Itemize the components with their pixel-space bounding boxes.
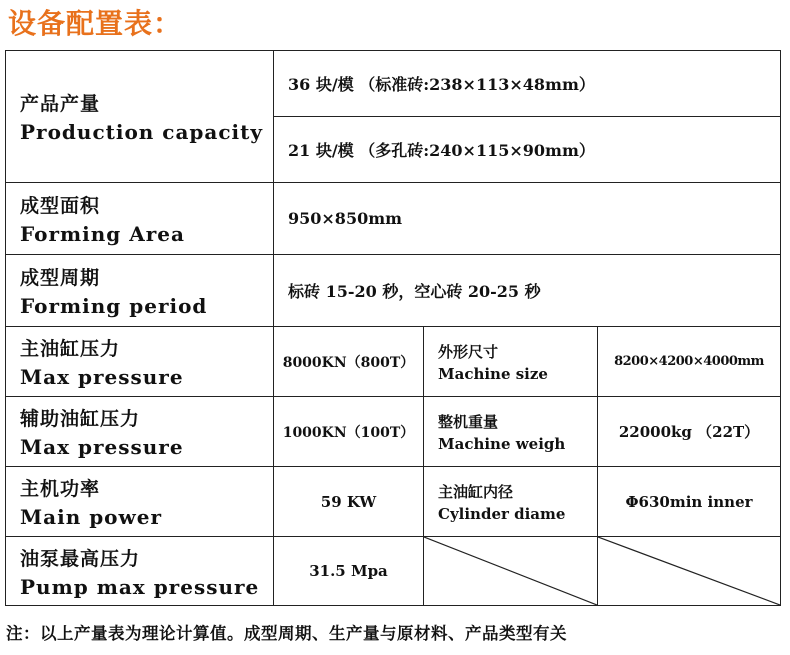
table-row (6, 255, 781, 327)
pump-pressure-label-en: Pump max pressure (20, 574, 260, 599)
main-power-label-en: Main power (20, 505, 163, 529)
cylinder-diameter-label-cell (424, 467, 598, 537)
machine-size-label-en: Machine size (438, 364, 548, 383)
machine-weight-label-en: Machine weigh (438, 434, 566, 453)
forming-area-label-cell (6, 183, 274, 255)
forming-period-label-zh: 成型周期 (20, 267, 101, 289)
production-label-zh: 产品产量 (20, 93, 101, 115)
pump-pressure-label-cell (6, 537, 274, 606)
pump-pressure-label-zh: 油泵最高压力 (20, 547, 141, 570)
main-cylinder-label-cell (6, 327, 274, 397)
cylinder-diameter-label-zh: 主油缸内径 (438, 482, 514, 501)
page-title: 设备配置表： (8, 7, 183, 40)
aux-cylinder-label-en: Max pressure (20, 435, 184, 459)
main-cylinder-value: 8000KN（800T） (274, 327, 424, 397)
production-value-standard: 36 块/模 （标准砖:238×113×48mm） (274, 51, 781, 117)
pump-pressure-value: 31.5 Mpa (274, 537, 424, 606)
main-power-value: 59 KW (274, 467, 424, 537)
table-row (6, 183, 781, 255)
production-label-en: Production capacity (20, 120, 264, 144)
production-value-porous: 21 块/模 （多孔砖:240×115×90mm） (274, 117, 781, 183)
machine-size-label-zh: 外形尺寸 (438, 342, 499, 361)
forming-area-label-zh: 成型面积 (20, 195, 101, 217)
cylinder-diameter-label-en: Cylinder diame (438, 504, 566, 523)
aux-cylinder-value: 1000KN（100T） (274, 397, 424, 467)
main-cylinder-label-en: Max pressure (20, 365, 184, 389)
main-power-label-cell (6, 467, 274, 537)
forming-period-label-cell (6, 255, 274, 327)
table-row (6, 51, 781, 117)
forming-area-value: 950×850mm (274, 183, 781, 255)
main-power-label-zh: 主机功率 (20, 478, 101, 500)
empty-diagonal-cell (424, 537, 598, 606)
machine-size-value: 8200×4200×4000mm (598, 327, 781, 397)
main-cylinder-label-zh: 主油缸压力 (20, 338, 121, 360)
forming-area-label-en: Forming Area (20, 222, 185, 246)
aux-cylinder-label-cell (6, 397, 274, 467)
table-row (6, 537, 781, 606)
forming-period-value: 标砖 15-20 秒，空心砖 20-25 秒 (274, 255, 781, 327)
production-label-cell (6, 51, 274, 183)
machine-size-label-cell (424, 327, 598, 397)
diagonal-line (424, 537, 597, 605)
forming-period-label-en: Forming period (20, 294, 208, 318)
aux-cylinder-label-zh: 辅助油缸压力 (20, 408, 141, 430)
table-row (6, 467, 781, 537)
spec-table (5, 50, 781, 606)
table-row (6, 327, 781, 397)
machine-weight-value: 22000kg （22T） (598, 397, 781, 467)
empty-diagonal-cell (598, 537, 781, 606)
footnote: 注：以上产量表为理论计算值。成型周期、生产量与原材料、产品类型有关 (6, 624, 567, 643)
machine-weight-label-cell (424, 397, 598, 467)
machine-weight-label-zh: 整机重量 (438, 412, 499, 431)
cylinder-diameter-value: Φ630min inner (598, 467, 781, 537)
table-row (6, 397, 781, 467)
diagonal-line (598, 537, 780, 605)
